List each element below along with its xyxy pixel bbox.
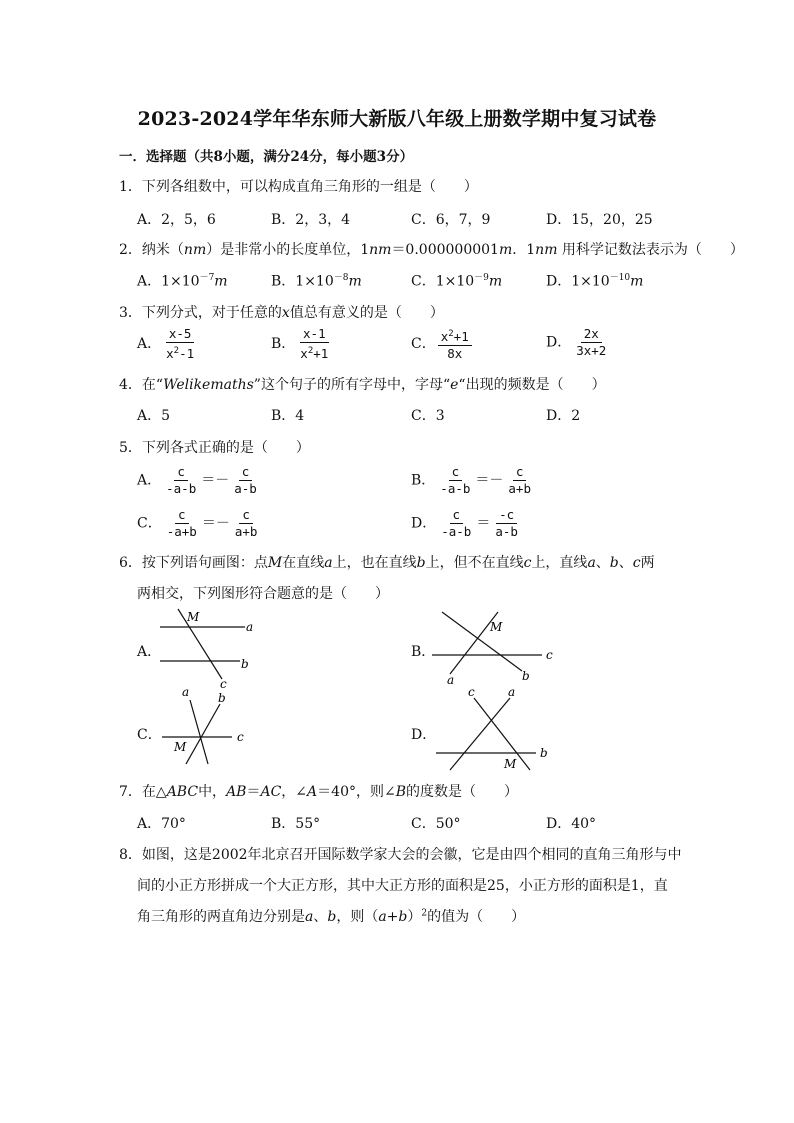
numerator: 2x [581, 327, 602, 343]
q2-option-a[interactable] [137, 270, 228, 291]
label-c: c [237, 730, 244, 744]
q6-option-d-label[interactable]: D． [411, 727, 437, 743]
q2-text: 2．纳米（ [119, 242, 184, 258]
num-exponent: 2 [448, 329, 454, 339]
denominator: -a+b [166, 524, 197, 539]
q3-option-c[interactable] [411, 327, 474, 361]
q4-option-b[interactable]: B．4 [271, 408, 305, 424]
q2-unit-m: m [498, 242, 513, 258]
fraction [573, 327, 609, 358]
den-exponent: 2 [173, 346, 180, 356]
numerator: c [239, 508, 253, 524]
numerator: c [450, 508, 464, 524]
q2-opt-text: A．1×10 [137, 273, 200, 290]
question-2-stem [119, 239, 744, 259]
question-6-stem-line2: 两相交，下列图形符合题意的是（ ） [137, 586, 389, 602]
line-b [442, 612, 522, 671]
label-c: c [546, 648, 553, 662]
line-c [474, 698, 530, 770]
q6-text: 上，但不在直线 [425, 555, 524, 571]
denominator [297, 343, 331, 361]
q7-text: ，∠ [281, 784, 308, 800]
q8-exponent: 2 [421, 908, 428, 919]
equals-sign: ＝－ [201, 472, 230, 489]
denominator: 3x+2 [576, 343, 607, 358]
q6-text: 、 [618, 555, 633, 571]
line-a [190, 700, 208, 764]
equals-sign: ＝ [476, 515, 491, 532]
q7-text: 7．在△ [119, 784, 167, 800]
q2-unit-nm: nm [535, 242, 558, 258]
fraction [163, 465, 199, 496]
q8-text: 的值为（ ） [427, 909, 526, 925]
option-label: C． [411, 336, 436, 353]
q7-option-b[interactable]: B．55° [271, 816, 321, 832]
q7-text: 的度数是（ ） [406, 784, 518, 800]
label-b: b [540, 746, 548, 760]
q6-text: 、 [595, 555, 610, 571]
question-8-line2: 间的小正方形拼成一个大正方形，其中大正方形的面积是25，小正方形的面积是1，直 [137, 878, 668, 894]
numerator: c [513, 465, 527, 481]
q2-option-d[interactable] [546, 270, 643, 291]
fraction [232, 508, 261, 539]
q6-option-a-label[interactable]: A． [137, 644, 162, 660]
section-heading: 一．选择题（共8小题，满分24分，每小题3分） [119, 149, 414, 165]
q3-text: 3．下列分式，对于任意的 [119, 305, 282, 321]
option-label: C． [137, 515, 162, 532]
line-c [178, 609, 222, 679]
question-3-stem [119, 302, 444, 322]
q2-text: ＝0.000000001 [391, 242, 499, 258]
label-a: a [508, 685, 516, 699]
q4-text: ”这个句子的所有字母中，字母“ [253, 377, 451, 393]
q3-option-d[interactable] [546, 327, 611, 358]
question-8-line3 [137, 906, 525, 926]
fraction [438, 508, 474, 539]
den-exponent: 2 [307, 346, 314, 356]
question-1-stem: 1．下列各组数中，可以构成直角三角形的一组是（ ） [119, 179, 478, 195]
equals-sign: ＝－ [475, 472, 504, 489]
label-m: M [504, 757, 517, 771]
label-m: M [490, 620, 503, 634]
label-m: M [174, 740, 187, 754]
q2-opt-exponent: －9 [474, 273, 489, 283]
q2-opt-exponent: －10 [609, 273, 631, 283]
numerator: c [175, 508, 189, 524]
q2-opt-text: C．1×10 [411, 273, 475, 290]
numerator: -c [496, 508, 517, 524]
label-m: M [187, 610, 200, 624]
fraction [163, 327, 197, 361]
q4-letter: e [450, 377, 459, 393]
q7-side: AB [226, 784, 247, 800]
question-6-stem-line1 [119, 552, 655, 572]
label-a: a [246, 620, 254, 634]
fraction [505, 465, 534, 496]
q1-option-a[interactable]: A．2，5，6 [137, 212, 216, 228]
q8-text: 角三角形的两直角边分别是 [137, 909, 305, 925]
q3-text: 值总有意义的是（ ） [289, 305, 444, 321]
q8-var-a: a [305, 909, 314, 925]
fraction [164, 508, 200, 539]
q1-option-c[interactable]: C．6，7，9 [411, 212, 491, 228]
q2-unit-nm: nm [183, 242, 207, 258]
question-7-stem [119, 781, 518, 801]
q6-line-c: c [523, 555, 532, 571]
q7-text: 中， [198, 784, 227, 800]
numerator: c [174, 465, 188, 481]
q2-option-c[interactable] [411, 270, 502, 291]
q6-figure-a[interactable] [160, 606, 260, 690]
q7-angle: A [307, 784, 318, 800]
den-rest: +1 [313, 346, 329, 362]
q6-text: 上，也在直线 [332, 555, 417, 571]
q2-opt-exponent: －8 [333, 273, 349, 283]
fraction [297, 327, 331, 361]
line-b [186, 704, 220, 764]
q4-text: “出现的频数是（ ） [458, 377, 606, 393]
numerator: c [449, 465, 463, 481]
option-label: B． [411, 472, 436, 489]
numerator: x-1 [300, 327, 329, 343]
den-base: x [166, 346, 174, 362]
option-label: D． [546, 334, 572, 351]
option-label: A． [137, 472, 162, 489]
option-label: B． [271, 336, 296, 353]
question-8-line1: 8．如图，这是2002年北京召开国际数学家大会的会徽，它是由四个相同的直角三角形与中 [119, 847, 682, 863]
q2-opt-unit: m [488, 273, 503, 290]
q5-option-d[interactable] [411, 508, 523, 539]
q2-opt-unit: m [630, 273, 644, 290]
question-5-stem: 5．下列各式正确的是（ ） [119, 440, 310, 456]
q2-opt-unit: m [348, 273, 362, 290]
option-label: D． [411, 515, 437, 532]
q4-option-d[interactable]: D．2 [546, 408, 581, 424]
q6-point-m: M [267, 555, 283, 571]
num-base: x [440, 329, 449, 345]
q6-line-a: a [324, 555, 333, 571]
denominator: -a-b [441, 524, 472, 539]
q8-var-b: b [327, 909, 337, 925]
q6-line-c: c [632, 555, 641, 571]
denominator: a-b [495, 524, 518, 539]
page-title: 2023-2024学年华东师大新版八年级上册数学期中复习试卷 [137, 108, 657, 130]
q2-text: ）是非常小的长度单位，1 [206, 242, 370, 258]
q6-figure-b[interactable] [430, 606, 560, 686]
q2-text: 用科学记数法表示为（ ） [557, 242, 744, 258]
label-b: b [241, 657, 249, 671]
denominator: a+b [234, 524, 258, 539]
q3-variable: x [281, 305, 290, 321]
q4-option-c[interactable]: C．3 [411, 408, 445, 424]
q6-option-c-label[interactable]: C． [137, 727, 162, 743]
fraction [231, 465, 260, 496]
num-rest: +1 [453, 329, 469, 345]
denominator: -a-b [166, 481, 197, 496]
numerator: c [239, 465, 253, 481]
q6-text: 两 [640, 555, 655, 571]
q6-line-b: b [609, 555, 619, 571]
numerator [438, 327, 472, 346]
q3-option-b[interactable] [271, 327, 333, 361]
denominator: -a-b [440, 481, 471, 496]
q2-unit-nm: nm [369, 242, 392, 258]
label-b: b [522, 669, 530, 683]
q8-text: ） [407, 909, 422, 925]
q6-text: 在直线 [282, 555, 325, 571]
question-4-stem [119, 374, 606, 394]
q1-option-d[interactable]: D．15，20，25 [546, 212, 653, 228]
q7-option-d[interactable]: D．40° [546, 816, 597, 832]
q6-figure-c[interactable] [160, 684, 260, 766]
option-label: A． [137, 336, 162, 353]
q6-text: 6．按下列语句画图：点 [119, 555, 268, 571]
fraction [492, 508, 521, 539]
equals-sign: ＝－ [201, 515, 230, 532]
q7-option-a[interactable]: A．70° [137, 816, 186, 832]
q4-text: 4．在“ [119, 377, 164, 393]
q2-text: ．1 [512, 242, 536, 258]
q7-text: ＝ [246, 784, 261, 800]
q2-opt-exponent: －7 [199, 273, 215, 283]
q2-option-b[interactable] [271, 270, 362, 291]
q4-sentence: Welikemaths [163, 377, 254, 393]
q6-line-b: b [416, 555, 426, 571]
fraction [437, 465, 473, 496]
numerator: x-5 [166, 327, 195, 343]
label-a: a [447, 673, 455, 686]
fraction [438, 327, 472, 361]
q3-option-a[interactable] [137, 327, 199, 361]
denominator: a+b [508, 481, 531, 496]
denominator [163, 343, 197, 361]
q2-opt-text: B．1×10 [271, 273, 334, 290]
den-rest: -1 [179, 346, 195, 362]
den-base: x [300, 346, 308, 362]
q2-opt-unit: m [214, 273, 228, 290]
q5-option-a[interactable] [137, 465, 262, 496]
q5-option-c[interactable] [137, 508, 262, 539]
q8-expression: a+b [378, 909, 408, 925]
q6-option-b-label[interactable]: B． [411, 644, 436, 660]
q6-figure-d[interactable] [430, 684, 560, 774]
label-b: b [218, 691, 226, 705]
line-a [450, 698, 510, 770]
q4-option-a[interactable]: A．5 [137, 408, 171, 424]
denominator: 8x [447, 346, 463, 362]
label-a: a [182, 685, 190, 699]
q1-option-b[interactable]: B．2，3，4 [271, 212, 351, 228]
q7-triangle: ABC [166, 784, 199, 800]
q5-option-b[interactable] [411, 465, 536, 496]
q8-text: ，则（ [336, 909, 379, 925]
q7-option-c[interactable]: C．50° [411, 816, 461, 832]
q8-text: 、 [313, 909, 328, 925]
q6-text: 上，直线 [531, 555, 588, 571]
denominator: a-b [234, 481, 257, 496]
label-c: c [468, 685, 475, 699]
q6-line-a: a [587, 555, 596, 571]
label-c: c [220, 677, 227, 690]
q2-opt-text: D．1×10 [546, 273, 610, 290]
q7-text: ＝40°，则∠ [317, 784, 396, 800]
q7-side: AC [260, 784, 282, 800]
q7-angle: B [395, 784, 406, 800]
